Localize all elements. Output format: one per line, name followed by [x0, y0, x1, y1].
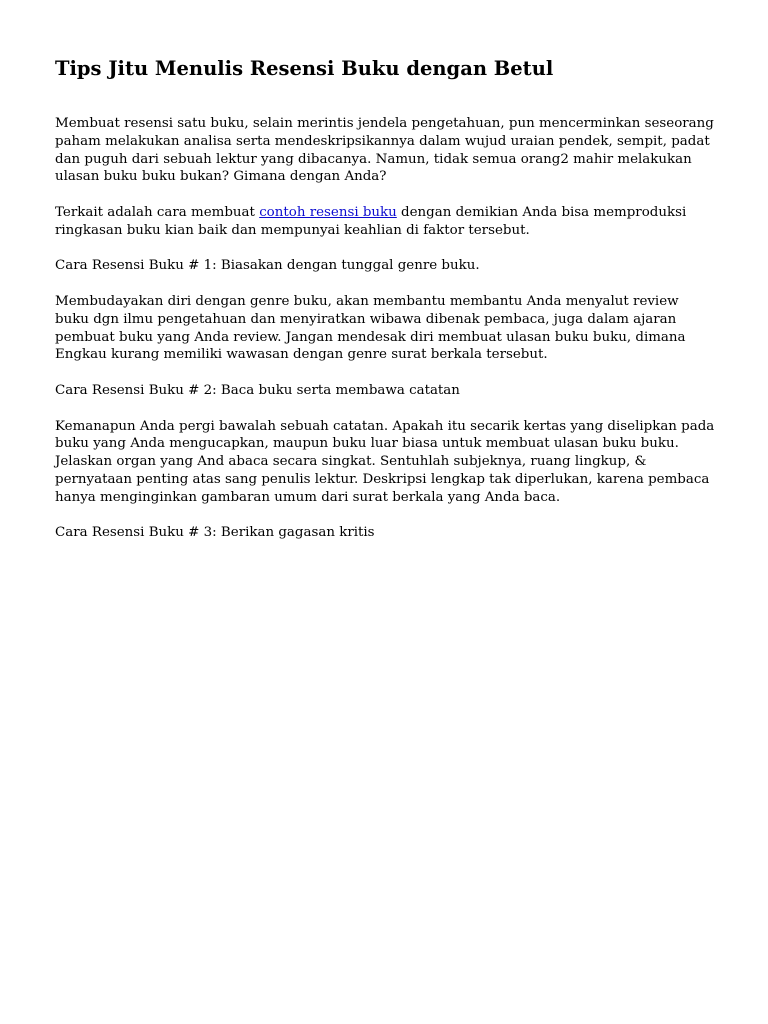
intro-paragraph: Membuat resensi satu buku, selain merintis jendela pengetahuan, pun mencerminkan seseorang paham melakukan analisa serta mendeskripsikannya dalam wujud uraian pendek, sempit, padat dan puguh dari sebuah lektur yang dibacanya. Namun, tidak semua orang2 mahir melakukan ulasan buku buku bukan? Gimana dengan Anda? — [55, 116, 714, 185]
document-page — [55, 56, 715, 560]
tip-1-body: Membudayakan diri dengan genre buku, akan membantu membantu Anda menyalut review buku dgn ilmu pengetahuan dan menyiratkan wibawa dibenak pembaca, juga dalam ajaran pembuat buku yang Anda review. Jangan mendesak diri membuat ulasan buku buku, dimana Engkau kurang memiliki wawasan dengan genre surat berkala tersebut. — [55, 293, 686, 363]
tip-2-body: Kemanapun Anda pergi bawalah sebuah catatan. Apakah itu secarik kertas yang diselipkan pada buku yang Anda mengucapkan, maupun buku luar biasa untuk membuat ulasan buku buku. Jelaskan organ yang And abaca secara singkat. Sentuhlah subjeknya, ruang lingkup, & pernyataan penting atas sang penulis lektur. Deskripsi lengkap tak diperlukan, karena pembaca hanya menginginkan gambaran umum dari surat berkala yang Anda baca. — [55, 418, 715, 505]
tip-1-heading: Cara Resensi Buku # 1: Biasakan dengan tunggal genre buku. — [55, 258, 480, 274]
link-paragraph-after: dengan demikian Anda bisa memproduksi ringkasan buku kian baik dan mempunyai keahlian di faktor tersebut. — [55, 204, 687, 238]
link-paragraph — [55, 204, 715, 240]
contoh-resensi-buku-link[interactable]: contoh resensi buku — [259, 204, 397, 220]
tip-3-heading: Cara Resensi Buku # 3: Berikan gagasan kritis — [55, 525, 375, 541]
tip-2-heading: Cara Resensi Buku # 2: Baca buku serta membawa catatan — [55, 382, 460, 398]
page-title: Tips Jitu Menulis Resensi Buku dengan Betul — [55, 57, 554, 80]
link-paragraph-before: Terkait adalah cara membuat — [55, 204, 260, 220]
